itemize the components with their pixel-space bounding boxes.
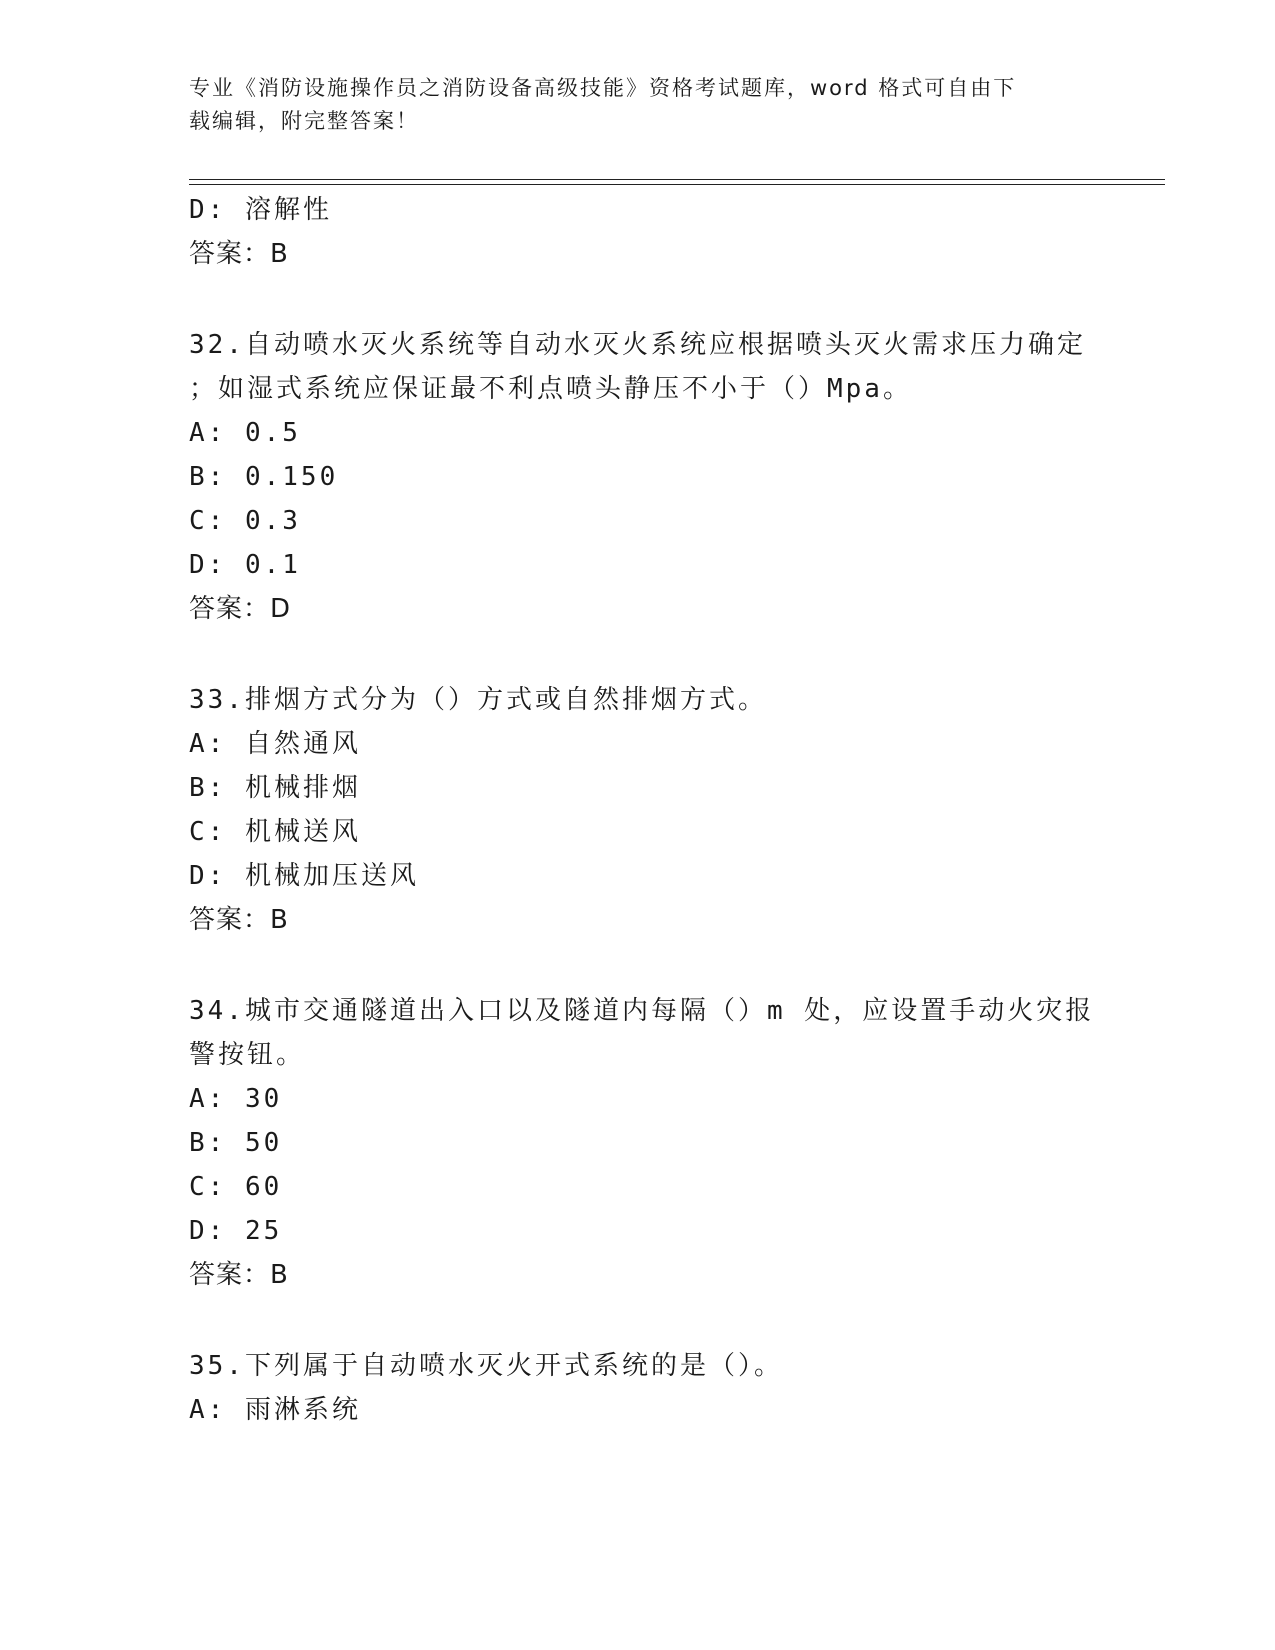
question-32-answer: 答案：D <box>189 594 292 624</box>
question-33-option-d: D: 机械加压送风 <box>189 861 419 891</box>
option-d: D: 溶解性 <box>189 195 332 225</box>
question-33-stem: 33.排烟方式分为（）方式或自然排烟方式。 <box>189 685 767 715</box>
question-32-stem: 32.自动喷水灭火系统等自动水灭火系统应根据喷头灭火需求压力确定 <box>189 330 1086 360</box>
question-32-stem-cont: ；如湿式系统应保证最不利点喷头静压不小于（）Mpa。 <box>189 374 912 404</box>
question-33-option-c: C: 机械送风 <box>189 817 361 847</box>
question-34-option-b: B: 50 <box>189 1128 283 1158</box>
question-32-option-b: B: 0.150 <box>189 462 339 492</box>
question-34-stem-cont: 警按钮。 <box>189 1040 306 1070</box>
question-33-answer: 答案：B <box>189 905 289 935</box>
header-line-1: 专业《消防设施操作员之消防设备高级技能》资格考试题库，word 格式可自由下 <box>189 76 1017 100</box>
question-33-option-b: B: 机械排烟 <box>189 773 361 803</box>
answer-line: 答案：B <box>189 239 289 269</box>
question-33-option-a: A: 自然通风 <box>189 729 361 759</box>
question-34-option-a: A: 30 <box>189 1084 283 1114</box>
question-34-option-d: D: 25 <box>189 1216 283 1246</box>
question-35-option-a: A: 雨淋系统 <box>189 1395 361 1425</box>
question-32-option-c: C: 0.3 <box>189 506 301 536</box>
header-divider-top <box>189 179 1165 180</box>
document-header <box>189 72 1089 138</box>
question-34-option-c: C: 60 <box>189 1172 283 1202</box>
question-34-stem: 34.城市交通隧道出入口以及隧道内每隔（）m 处，应设置手动火灾报 <box>189 996 1095 1026</box>
question-32-option-a: A: 0.5 <box>189 418 301 448</box>
question-34-answer: 答案：B <box>189 1260 289 1290</box>
header-line-2: 载编辑，附完整答案！ <box>189 109 419 133</box>
question-35-stem: 35.下列属于自动喷水灭火开式系统的是（）。 <box>189 1351 783 1381</box>
header-divider-bottom <box>189 184 1165 185</box>
question-32-option-d: D: 0.1 <box>189 550 301 580</box>
